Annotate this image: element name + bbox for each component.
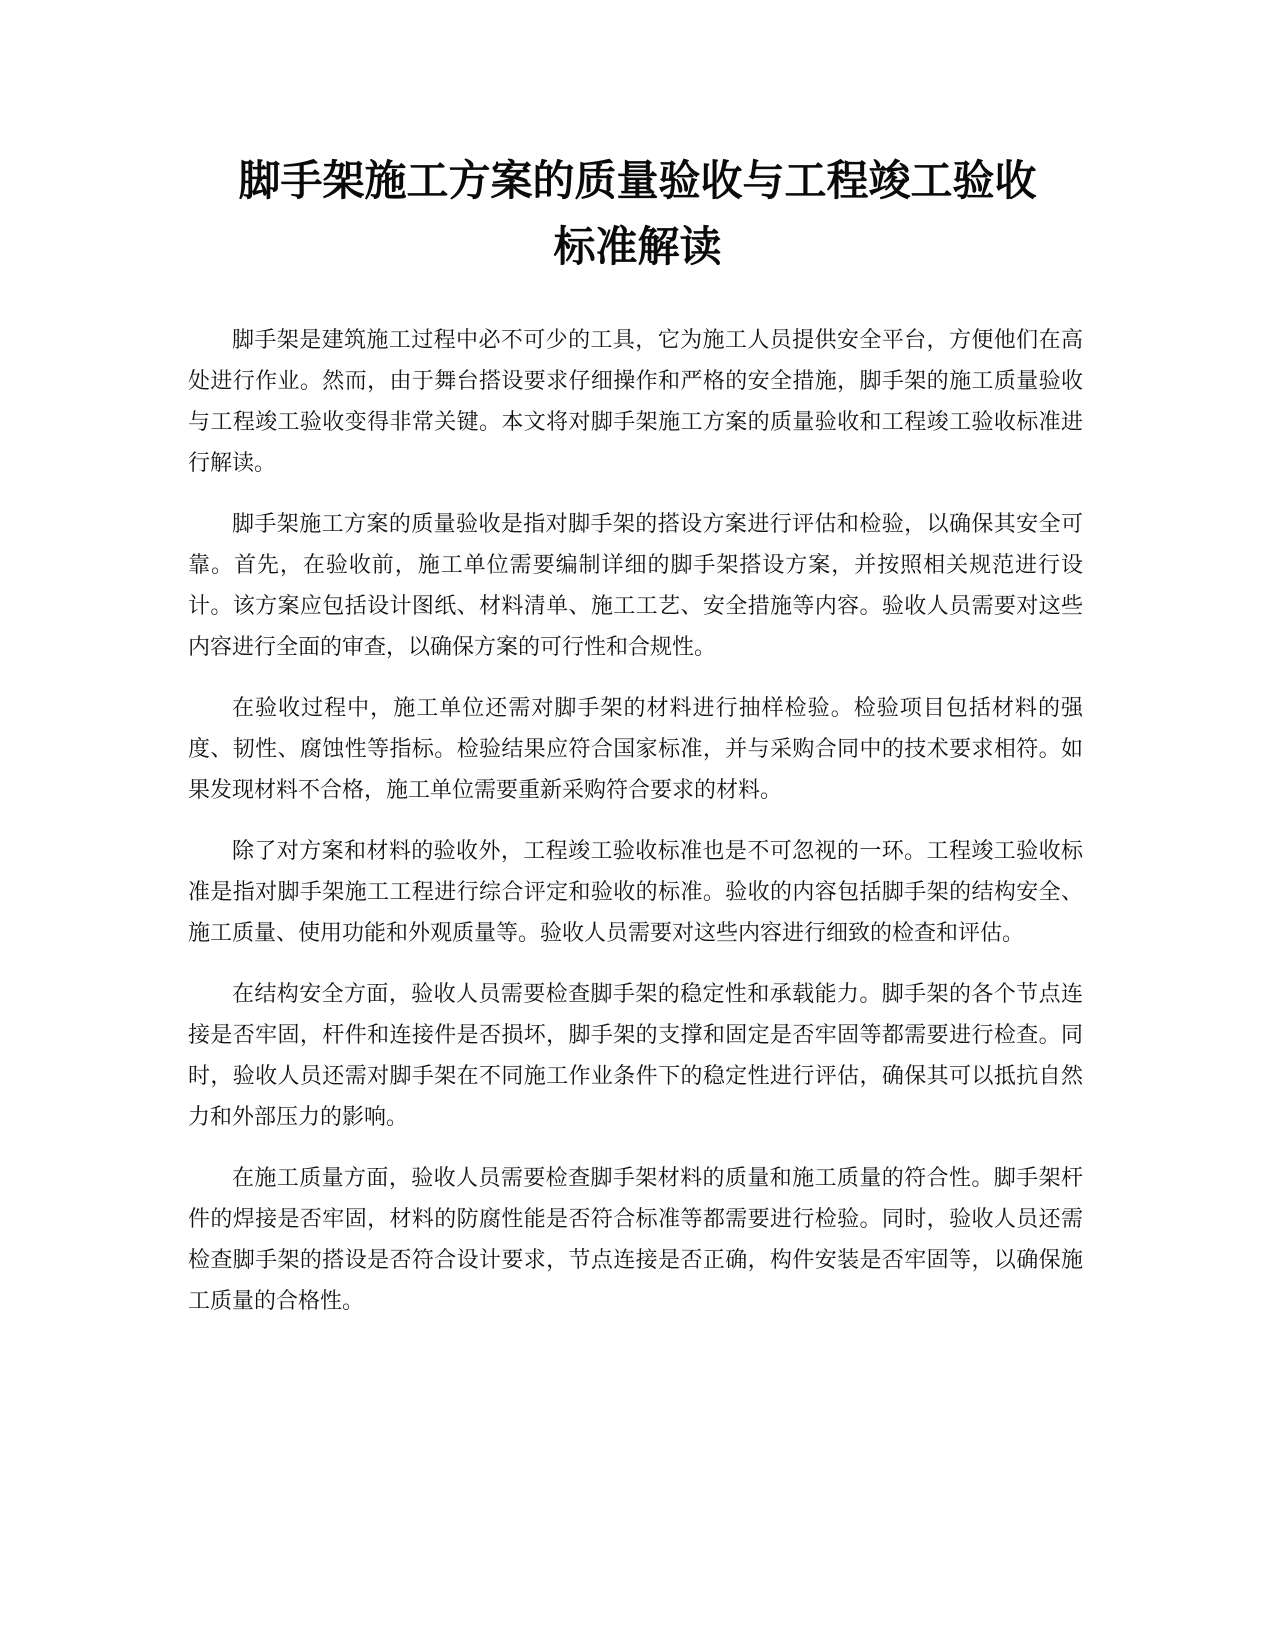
document-body (188, 320, 1083, 1342)
paragraph-intro: 脚手架是建筑施工过程中必不可少的工具，它为施工人员提供安全平台，方便他们在高处进行作业。然而，由于舞台搭设要求仔细操作和严格的安全措施，脚手架的施工质量验收与工程竣工验收变得非常关键。本文将对脚手架施工方案的质量验收和工程竣工验收标准进行解读。 (188, 328, 1083, 476)
document-title (150, 148, 1125, 280)
paragraph-structural-safety: 在结构安全方面，验收人员需要检查脚手架的稳定性和承载能力。脚手架的各个节点连接是否牢固，杆件和连接件是否损坏，脚手架的支撑和固定是否牢固等都需要进行检查。同时，验收人员还需对脚手架在不同施工作业条件下的稳定性进行评估，确保其可以抵抗自然力和外部压力的影响。 (188, 982, 1083, 1130)
paragraph-completion-standard: 除了对方案和材料的验收外，工程竣工验收标准也是不可忽视的一环。工程竣工验收标准是指对脚手架施工工程进行综合评定和验收的标准。验收的内容包括脚手架的结构安全、施工质量、使用功能和外观质量等。验收人员需要对这些内容进行细致的检查和评估。 (188, 839, 1083, 946)
title-line-2: 标准解读 (553, 222, 722, 271)
paragraph-material-inspection: 在验收过程中，施工单位还需对脚手架的材料进行抽样检验。检验项目包括材料的强度、韧性、腐蚀性等指标。检验结果应符合国家标准，并与采购合同中的技术要求相符。如果发现材料不合格，施工单位需要重新采购符合要求的材料。 (188, 696, 1083, 803)
paragraph-plan-acceptance: 脚手架施工方案的质量验收是指对脚手架的搭设方案进行评估和检验，以确保其安全可靠。首先，在验收前，施工单位需要编制详细的脚手架搭设方案，并按照相关规范进行设计。该方案应包括设计图纸、材料清单、施工工艺、安全措施等内容。验收人员需要对这些内容进行全面的审查，以确保方案的可行性和合规性。 (188, 512, 1083, 660)
paragraph-construction-quality: 在施工质量方面，验收人员需要检查脚手架材料的质量和施工质量的符合性。脚手架杆件的焊接是否牢固，材料的防腐性能是否符合标准等都需要进行检验。同时，验收人员还需检查脚手架的搭设是否符合设计要求，节点连接是否正确，构件安装是否牢固等，以确保施工质量的合格性。 (188, 1166, 1083, 1314)
title-line-1: 脚手架施工方案的质量验收与工程竣工验收 (238, 156, 1037, 205)
